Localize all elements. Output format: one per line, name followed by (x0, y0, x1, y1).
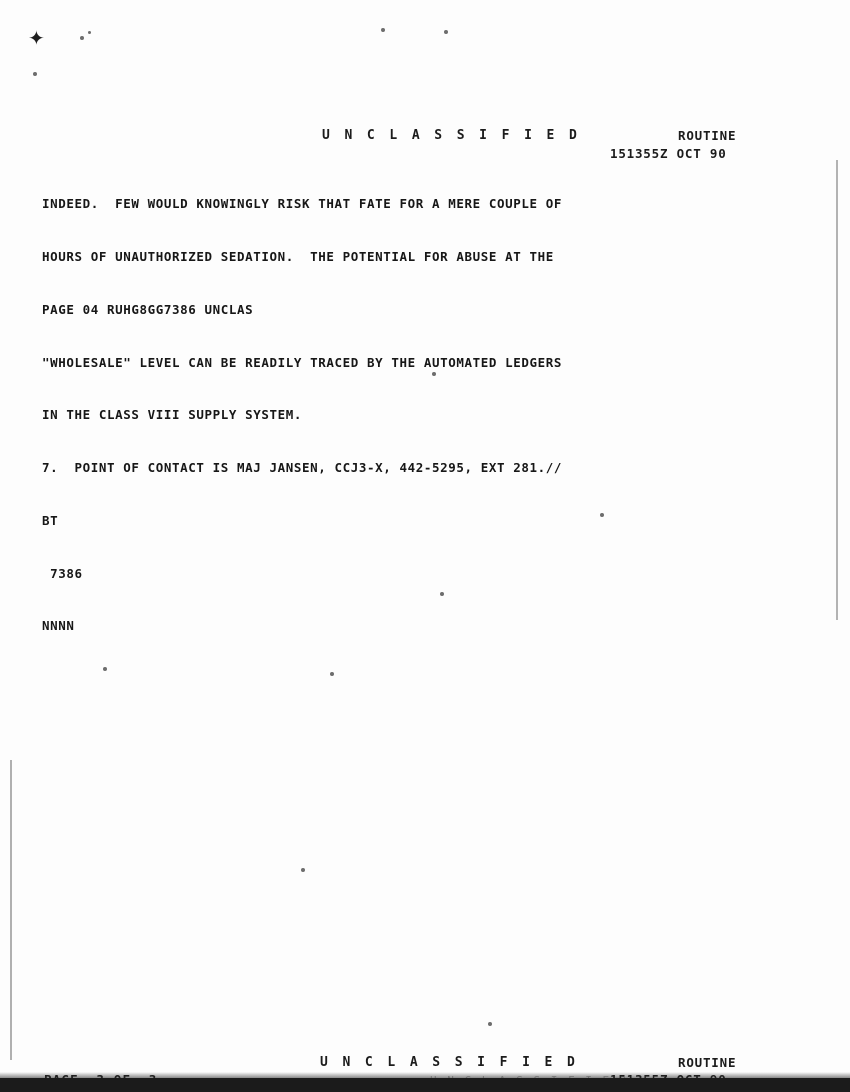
footer-precedence: ROUTINE (678, 1055, 737, 1070)
ink-blot-mark: ✦ (28, 26, 45, 50)
footer-classification: U N C L A S S I F I E D (320, 1055, 579, 1070)
message-line: IN THE CLASS VIII SUPPLY SYSTEM. (42, 407, 303, 423)
scan-dark-band (0, 1078, 850, 1092)
header-classification: U N C L A S S I F I E D (322, 128, 581, 143)
message-line: HOURS OF UNAUTHORIZED SEDATION. THE POTENTIAL FOR ABUSE AT THE (42, 248, 554, 264)
scan-speck (330, 672, 334, 676)
message-line: BT (42, 512, 59, 528)
header-precedence: ROUTINE (678, 128, 737, 143)
scan-speck (600, 513, 604, 517)
scan-speck (381, 28, 385, 32)
message-line: 7. POINT OF CONTACT IS MAJ JANSEN, CCJ3-X, 442-5295, EXT 281.// (42, 460, 563, 476)
scan-speck (301, 868, 305, 872)
header-date-time-group: 151355Z OCT 90 (610, 146, 727, 161)
scan-speck (33, 72, 37, 76)
scan-edge-left (10, 760, 12, 1060)
scan-speck (88, 31, 91, 34)
scan-speck (444, 30, 448, 34)
message-line: NNNN (42, 618, 75, 634)
message-body (42, 160, 562, 670)
message-line: INDEED. FEW WOULD KNOWINGLY RISK THAT FATE FOR A MERE COUPLE OF (42, 196, 563, 212)
message-line: PAGE 04 RUHG8GG7386 UNCLAS (42, 301, 254, 317)
scan-edge-right (836, 160, 838, 620)
scan-speck (80, 36, 84, 40)
scan-speck (488, 1022, 492, 1026)
message-line: 7386 (42, 565, 83, 581)
message-line: "WHOLESALE" LEVEL CAN BE READILY TRACED BY THE AUTOMATED LEDGERS (42, 354, 563, 370)
